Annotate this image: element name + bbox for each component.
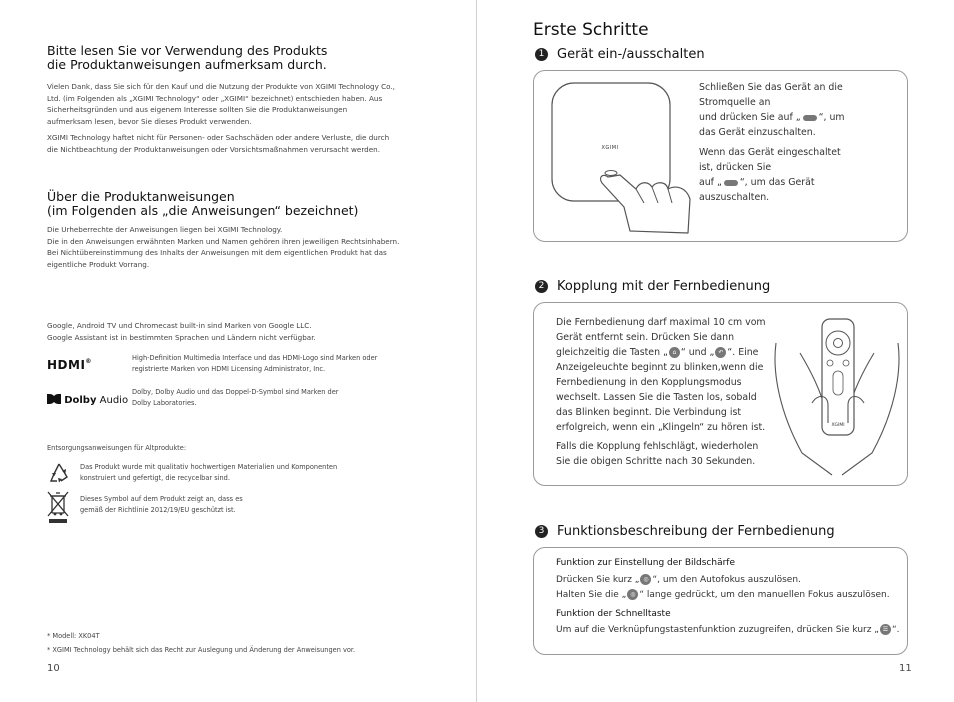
- svg-text:XGIMI: XGIMI: [601, 145, 619, 151]
- dolby-logo: [47, 394, 128, 406]
- left-page: [0, 0, 476, 702]
- dolby-double-d-icon: [47, 394, 61, 404]
- about-heading: Über die Produktanweisungen (im Folgenden als „die Anweisungen“ bezeichnet): [47, 189, 359, 218]
- intro-paragraph-2: XGIMI Technology haftet nicht für Personen- oder Sachschäden oder andere Verluste, die durch die Nichtbeachtung der Produktanweisungen oder Vorsichtsmaßnahmen verursacht werden.: [47, 133, 390, 154]
- section-1-title: Gerät ein-/ausschalten: [557, 47, 705, 62]
- dolby-trademark-text: Dolby, Dolby Audio und das Doppel-D-Symbol sind Marken der Dolby Laboratories.: [132, 388, 339, 407]
- remote-hands-illustration: [772, 313, 902, 478]
- s1-p2-part-a: Wenn das Gerät eingeschaltet ist, drücken Sie auf „: [699, 147, 841, 188]
- about-paragraph: Die Urheberrechte der Anweisungen liegen bei XGIMI Technology. Die in den Anweisungen erwähnten Marken und Namen gehören ihren jeweiligen Rechtsinhabern. Bei Nichtübereinstimmung des Inhalts der Anweisungen mit dem eigentlichen Produkt hat das eigentliche Produkt Vorrang.: [47, 225, 400, 269]
- page-spine: [476, 0, 477, 702]
- remote-brand-label: XGIMI: [831, 423, 845, 428]
- section-1-text-2: [699, 145, 899, 205]
- weee-text: Dieses Symbol auf dem Produkt zeigt an, dass es gemäß der Richtlinie 2012/19/EU geschützt ist.: [80, 495, 243, 514]
- weee-bin-icon: [47, 490, 69, 524]
- s2-p1-part-c: “. Eine Anzeigeleuchte beginnt zu blinken,wenn die Fernbedienung in den Kopplungsmodus wechselt. Lassen Sie die Tasten los, sobald das Blinken beginnt. Die Verbindung ist erfolgreich, wenn ein „Klingeln“ zu hören ist.: [556, 347, 766, 433]
- section-2-number: 2: [535, 280, 548, 293]
- hdmi-trademark-text: High-Definition Multimedia Interface und das HDMI-Logo sind Marken oder registrierte Marken von HDMI Licensing Administrator, Inc.: [132, 354, 378, 373]
- shortcut-button-icon: ☰: [880, 624, 891, 635]
- section-3-number: 3: [535, 525, 548, 538]
- s3-l3-part-a: Um auf die Verknüpfungstastenfunktion zuzugreifen, drücken Sie kurz „: [556, 625, 879, 635]
- section-2-text-1: [556, 315, 766, 435]
- shortcut-line: [556, 623, 906, 638]
- section-1-box: [533, 70, 908, 242]
- page-number-left: 10: [47, 663, 60, 674]
- google-trademark-text: Google, Android TV und Chromecast built-in sind Marken von Google LLC. Google Assistant ist in bestimmten Sprachen und Ländern nicht verfügbar.: [47, 321, 316, 342]
- rights-reserved-note: * XGIMI Technology behält sich das Recht zur Auslegung und Änderung der Anweisungen vor.: [47, 646, 356, 654]
- disposal-heading: Entsorgungsanweisungen für Altprodukte:: [47, 444, 187, 452]
- model-note: * Modell: XK04T: [47, 632, 100, 640]
- section-2-text-2: Falls die Kopplung fehlschlägt, wiederholen Sie die obigen Schritte nach 30 Sekunden.: [556, 441, 759, 467]
- s3-l2-part-a: Halten Sie die „: [556, 590, 627, 600]
- section-2-box: [533, 302, 908, 486]
- s3-l3-part-b: “.: [891, 625, 900, 635]
- section-3-box: [533, 547, 908, 655]
- focus-function-label: Funktion zur Einstellung der Bildschärfe: [556, 558, 735, 568]
- hdmi-logo-text: HDMI: [47, 358, 86, 372]
- s2-p1-part-a: Die Fernbedienung darf maximal 10 cm vom Gerät entfernt sein. Drücken Sie dann gleichzeitig die Tasten „: [556, 317, 766, 358]
- intro-heading: Bitte lesen Sie vor Verwendung des Produkts die Produktanweisungen aufmerksam durch.: [47, 43, 328, 72]
- shortcut-function-label: Funktion der Schnelltaste: [556, 609, 671, 619]
- intro-paragraph-1: Vielen Dank, dass Sie sich für den Kauf und die Nutzung der Produkte von XGIMI Technology Co., Ltd. (im Folgenden als „XGIMI Technology“ oder „XGIMI“ bezeichnet) entschieden haben. Aus Sicherheitsgründen und aus eigenem Interesse sollten Sie die Produktanweisungen aufmerksam lesen, bevor Sie dieses Produkt verwenden.: [47, 82, 395, 126]
- s1-p2-part-b: “, um das Gerät auszuschalten.: [699, 177, 815, 203]
- s1-p1-part-a: Schließen Sie das Gerät an die Stromquelle an und drücken Sie auf „: [699, 82, 843, 123]
- focus-short-press-line: [556, 573, 906, 588]
- projector-hand-illustration: [548, 81, 698, 236]
- section-1-number: 1: [535, 48, 548, 61]
- recycle-text: Das Produkt wurde mit qualitativ hochwertigen Materialien und Komponenten konstruiert und gefertigt, die recycelbar sind.: [80, 463, 338, 482]
- focus-button-icon: ◎: [640, 574, 651, 585]
- s3-l2-part-b: “ lange gedrückt, um den manuellen Fokus auszulösen.: [639, 590, 890, 600]
- home-button-icon: ⌂: [669, 347, 680, 358]
- section-2-title: Kopplung mit der Fernbedienung: [557, 279, 771, 294]
- s1-p1-part-b: “, um das Gerät einzuschalten.: [699, 112, 845, 138]
- page-number-right: 11: [899, 663, 912, 674]
- dolby-logo-bold: Dolby: [64, 395, 97, 406]
- s2-p1-part-b: “ und „: [680, 347, 715, 358]
- recycle-icon: [47, 461, 71, 485]
- right-page: [478, 0, 954, 702]
- section-3-title: Funktionsbeschreibung der Fernbedienung: [557, 524, 835, 539]
- hdmi-logo: HDMI®: [47, 358, 92, 372]
- section-1-text-1: [699, 80, 899, 140]
- power-button-icon: [724, 180, 738, 186]
- s3-l1-part-b: “, um den Autofokus auszulösen.: [652, 575, 801, 585]
- page-title: Erste Schritte: [533, 20, 649, 40]
- back-button-icon: ↶: [715, 347, 726, 358]
- focus-long-press-line: [556, 588, 906, 603]
- power-button-icon: [803, 115, 817, 121]
- focus-button-icon: ◎: [627, 589, 638, 600]
- dolby-logo-light: Audio: [99, 395, 129, 406]
- s3-l1-part-a: Drücken Sie kurz „: [556, 575, 640, 585]
